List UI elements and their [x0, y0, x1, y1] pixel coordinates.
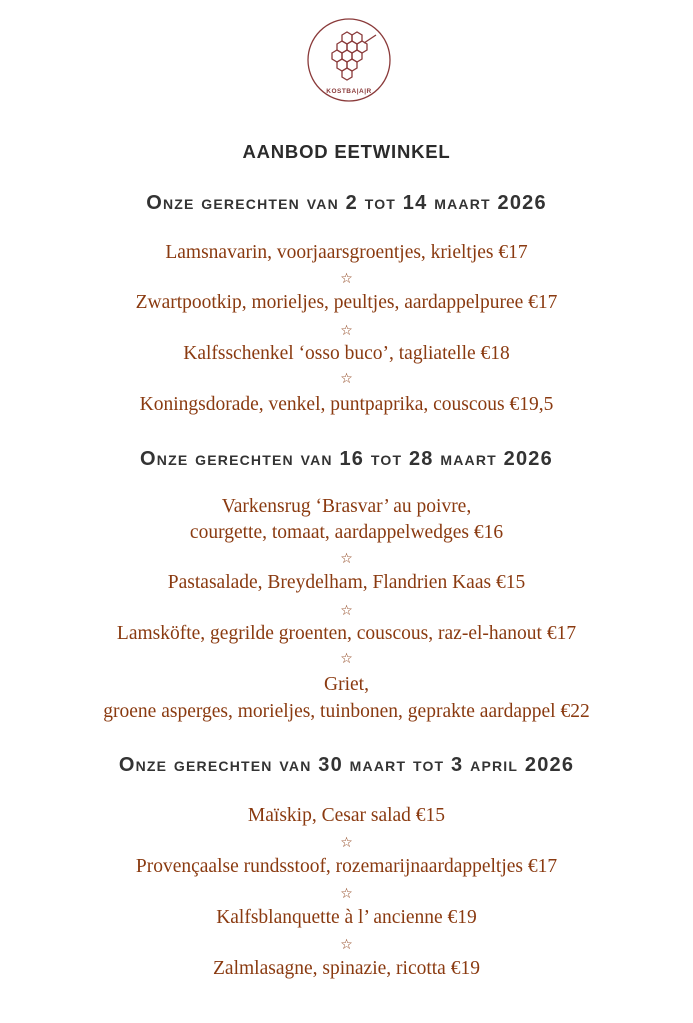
star-icon: ☆ — [340, 551, 353, 567]
honeycomb-icon — [332, 32, 376, 80]
star-icon: ☆ — [340, 603, 353, 619]
dish-item: Provençaalse rundsstoof, rozemarijnaardappeltjes €17 — [135, 856, 558, 877]
dish-item: Zalmlasagne, spinazie, ricotta €19 — [213, 958, 480, 979]
star-icon: ☆ — [340, 271, 353, 287]
logo-text: KOSTBA|A|R — [326, 88, 372, 95]
dish-item: groene asperges, morieljes, tuinbonen, geprakte aardappel €22 — [103, 701, 590, 722]
star-icon: ☆ — [340, 937, 353, 953]
star-icon: ☆ — [340, 886, 353, 902]
section-heading-2: Onze gerechten van 16 tot 28 maart 2026 — [140, 448, 553, 470]
dish-item: Maïskip, Cesar salad €15 — [247, 805, 446, 826]
dish-item: Pastasalade, Breydelham, Flandrien Kaas €15 — [167, 572, 526, 593]
star-icon: ☆ — [340, 323, 353, 339]
dish-item: Kalfsschenkel ‘osso buco’, tagliatelle €18 — [183, 343, 510, 364]
star-icon: ☆ — [340, 835, 353, 851]
dish-item: Lamsköfte, gegrilde groenten, couscous, raz-el-hanout €17 — [116, 623, 577, 644]
star-icon: ☆ — [340, 651, 353, 667]
section-heading-3: Onze gerechten van 30 maart tot 3 april 2026 — [118, 754, 575, 776]
dish-item: Koningsdorade, venkel, puntpaprika, couscous €19,5 — [139, 394, 554, 415]
star-icon: ☆ — [340, 371, 353, 387]
dish-item: Varkensrug ‘Brasvar’ au poivre, — [221, 496, 472, 517]
page-title: AANBOD EETWINKEL — [242, 141, 451, 162]
dish-item: Lamsnavarin, voorjaarsgroentjes, krieltjes €17 — [165, 242, 528, 263]
dish-item: Griet, — [324, 674, 369, 695]
section-heading-1: Onze gerechten van 2 tot 14 maart 2026 — [146, 192, 547, 214]
dish-item: courgette, tomaat, aardappelwedges €16 — [189, 522, 504, 543]
dish-item: Kalfsblanquette à l’ ancienne €19 — [216, 907, 477, 928]
kostbaar-logo — [306, 17, 392, 103]
dish-item: Zwartpootkip, morieljes, peultjes, aardappelpuree €17 — [135, 292, 558, 313]
